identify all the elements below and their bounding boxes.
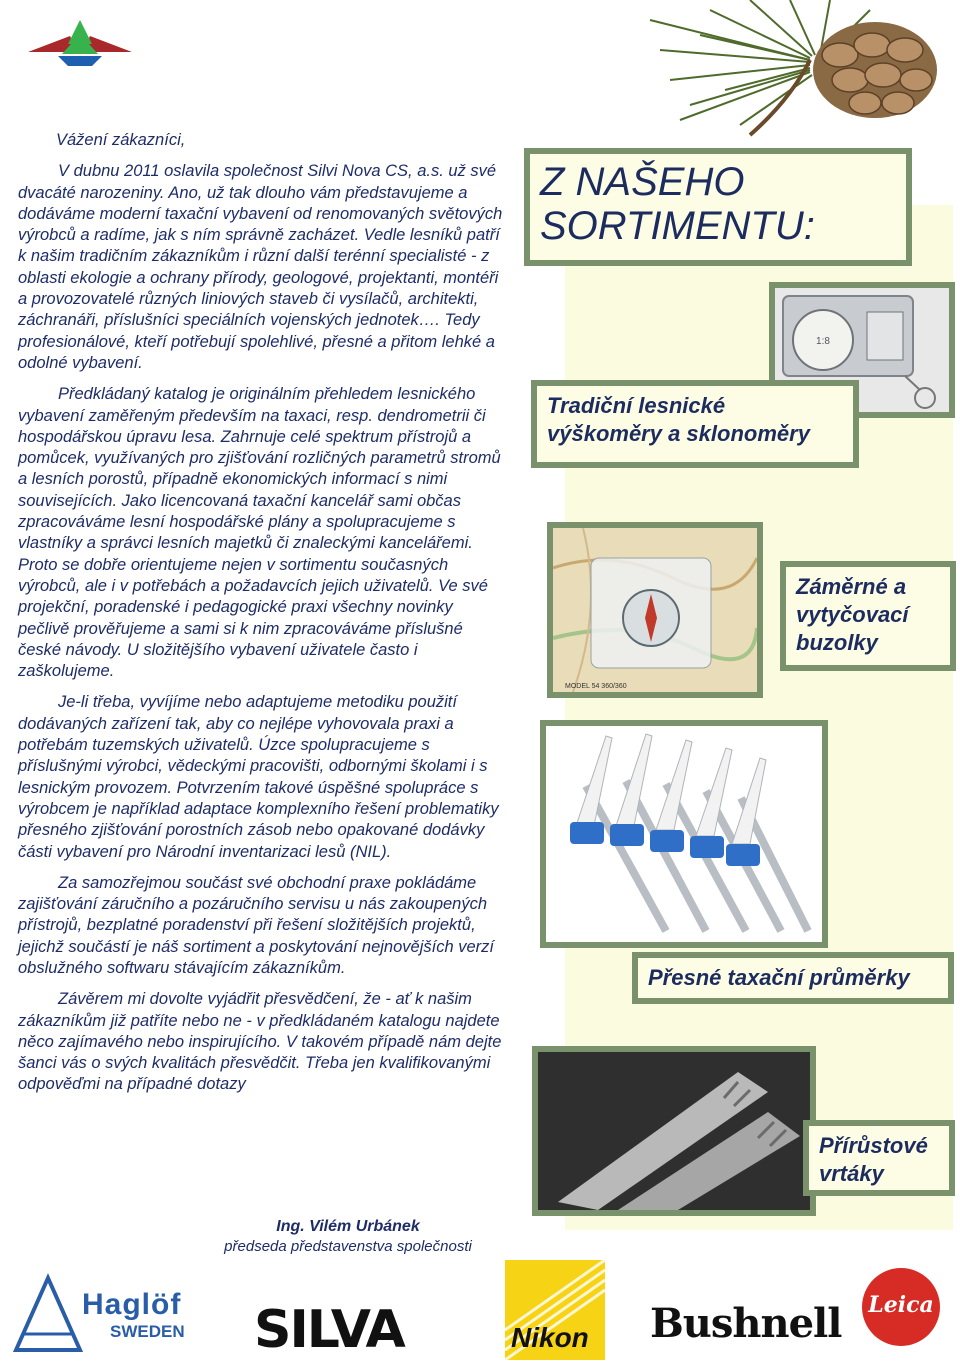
signature-role: předseda představenstva společnosti bbox=[224, 1238, 472, 1255]
brand-leica-name: Leica bbox=[868, 1292, 934, 1318]
label-borers: Přírůstové vrtáky bbox=[803, 1120, 955, 1196]
sortiment-heading bbox=[524, 148, 912, 266]
letter-paragraph-5: Závěrem mi dovolte vyjádřit přesvědčení, že - ať k našim zákazníkům již patříte nebo ne - v předkládaném katalogu najdete něco zajímavého nebo inspirujícího. V takovém případě nám dejte šanci vás o svých kvalitách přesvědčit. Třeba jen kvalifikovanými odpověďmi na případné dotazy bbox=[18, 990, 502, 1094]
brand-leica bbox=[862, 1268, 940, 1346]
letter-greeting: Vážení zákazníci, bbox=[56, 131, 186, 149]
letter-paragraph-1: V dubnu 2011 oslavila společnost Silvi Nova CS, a.s. už své dvacáté narozeniny. Ano, už tak dlouho vám představujeme a dodáváme moderní taxační vybavení od renomovaných světových výrobců a radíme, jak s ním správně zacházet. Vedle lesníků patří k našim tradičním zákazníkům i různí další terénní specialisté - z oblasti ekologie a ochrany přírody, geologové, projektanti, montéři a provozovatelé různých liniových staveb či vysílačů, architekti, záchranáři, příslušníci speciálních vojenských jednotek…. Tedy profesionálové, kteří potřebují spolehlivé, přesné a přitom lehké a odolné vybavení. bbox=[18, 162, 503, 372]
letter-paragraph-3: Je-li třeba, vyvíjíme nebo adaptujeme metodiku použití dodávaných zařízení tak, aby co nejlépe vyhovovala praxi a potřebám tuzemských uživatelů. Úzce spolupracujeme s příslušnými výrobci, vědeckými pracovišti, odbornými školami i s lesnickým provozem. Potvrzením takové úspěšné spolupráce s výrobcem je například adaptace komplexního řešení problematiky přesného zjišťování porostních zásob nebo opakované dodávky části vybavení pro Národní inventarizaci lesů (NIL). bbox=[18, 693, 499, 861]
brand-nikon bbox=[505, 1260, 605, 1360]
letter-body bbox=[18, 130, 506, 1096]
letter-paragraph-2: Předkládaný katalog je originálním přehledem lesnického vybavení zaměřeným především na taxaci, resp. dendrometrii či hospodářskou úpravu lesa. Zahrnuje celé spektrum přístrojů a pomůcek, využívaných pro zjišťování rozličných parametrů stromů a lesních porostů, případně ekonomických informací s nimi souvisejících. Jako licencovaná taxační kancelář sami občas zpracováváme lesní hospodářské plány a spolupracujeme s vlastníky a správci lesních majetků či znaleckými kancelářemi. Proto se dobře orientujeme nejen v sortimentu současných výrobců, ale i v potřebách a požadavcích jejich uživatelů. Ve své projekční, poradenské i pedagogické praxi všechny novinky pečlivě prověřujeme a sami si k nim zpracováváme příslušné české návody. U složitějšího vybavení uživatele často i zaškolujeme. bbox=[18, 385, 501, 681]
svg-text:1:8: 1:8 bbox=[816, 336, 830, 347]
pine-cone-illustration bbox=[640, 0, 960, 140]
label-calipers: Přesné taxační průměrky bbox=[632, 952, 954, 1004]
sortiment-heading-text: Z NAŠEHO SORTIMENTU: bbox=[540, 160, 815, 248]
brand-nikon-name: Nikon bbox=[511, 1322, 589, 1353]
compass-photo bbox=[547, 522, 763, 698]
brand-haglof bbox=[12, 1272, 190, 1354]
brand-haglof-name: Haglöf bbox=[82, 1288, 182, 1321]
company-logo bbox=[28, 14, 132, 70]
compass-model-text: MODEL 54 360/360 bbox=[565, 683, 627, 690]
label-compasses: Záměrné a vytyčovací buzolky bbox=[780, 561, 956, 671]
brand-silva: SILVA bbox=[254, 1300, 404, 1360]
borers-photo bbox=[532, 1046, 816, 1216]
brand-haglof-sub: SWEDEN bbox=[110, 1322, 185, 1341]
brand-bushnell: Bushnell bbox=[650, 1300, 842, 1347]
signature-name: Ing. Vilém Urbánek bbox=[276, 1218, 420, 1235]
label-altimeters: Tradiční lesnické výškoměry a sklonoměry bbox=[531, 380, 859, 468]
calipers-photo bbox=[540, 720, 828, 948]
letter-paragraph-4: Za samozřejmou součást své obchodní praxe pokládáme zajišťování záručního a pozáručního servisu u nás zakoupených přístrojů, bezplatné poradenství při řešení složitějších projektů, jejichž součástí je náš sortiment a poskytování nejnovějších verzí obslužného softwaru stávajícím zákazníkům. bbox=[18, 873, 494, 977]
